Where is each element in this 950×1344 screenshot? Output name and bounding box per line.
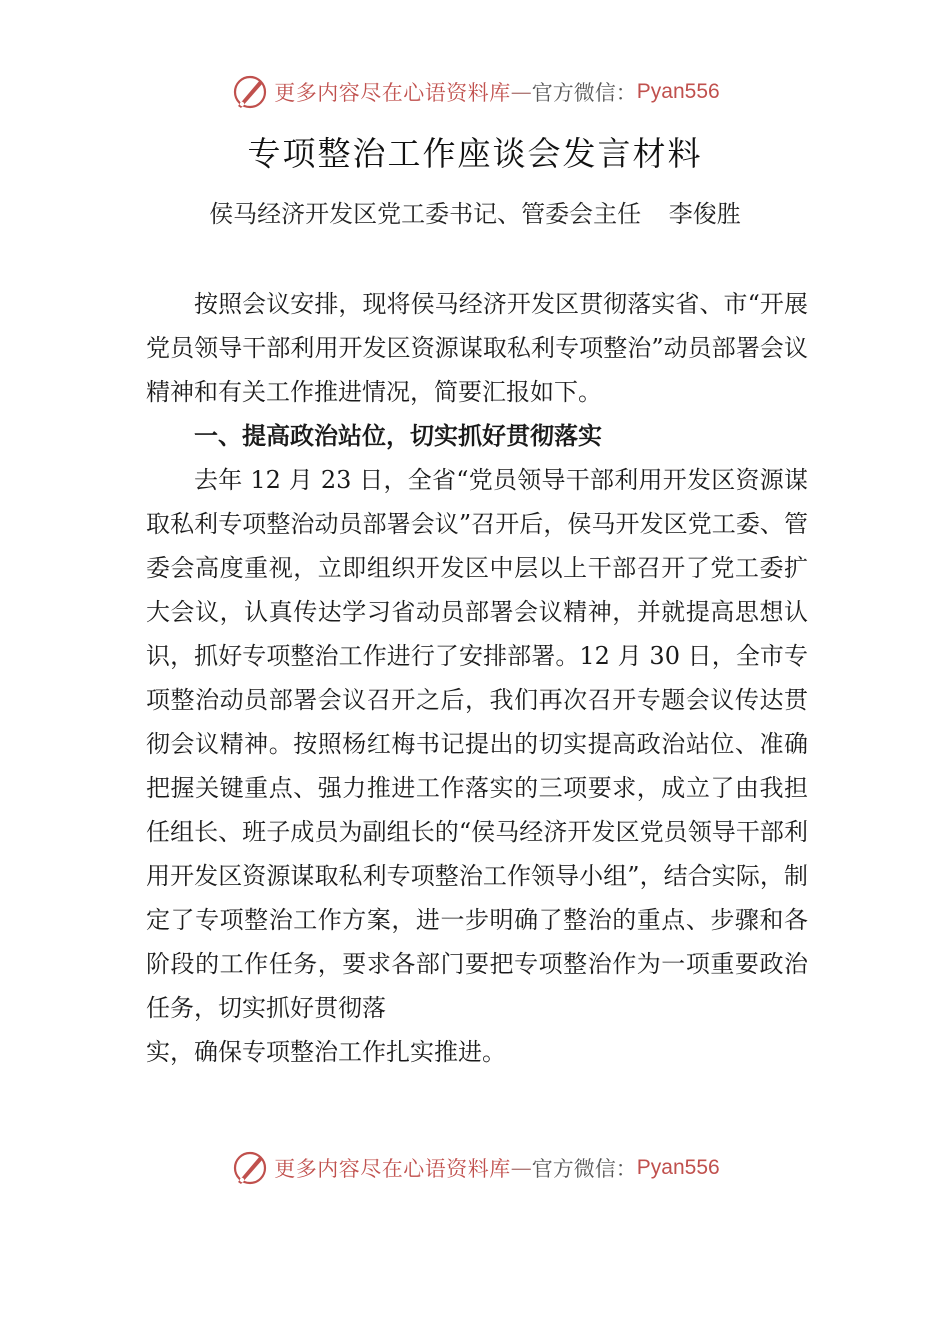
banner-wechat-id: Pyan556 bbox=[636, 80, 720, 103]
banner-wechat-label: 官方微信： bbox=[531, 1157, 637, 1181]
section-paragraph-tail: 实，确保专项整治工作扎实推进。 bbox=[146, 1038, 506, 1066]
banner-text: 更多内容尽在心语资料库 bbox=[274, 1157, 511, 1181]
section-heading: 一、提高政治站位，切实抓好贯彻落实 bbox=[194, 422, 602, 450]
section-paragraph: 去年 12 月 23 日，全省“党员领导干部利用开发区资源谋取私利专项整治动员部署会议”召开后，侯马开发区党工委、管委会高度重视，立即组织开发区中层以上干部召开了党工委扩大会议，认真传达学习省动员部署会议精神，并就提高思想认识，抓好专项整治工作进行了安排部署。12 月 30 日，全市专项整治动员部署会议召开之后，我们再次召开专题会议传达贯彻会议精神。按照杨红梅书记提出的切实提高政治站位、准确把握关键重点、强力推进工作落实的三项要求，成立了由我担任组长、班子成员为副组长的“侯马经济开发区党员领导干部利用开发区资源谋取私利专项整治工作领导小组”，结合实际，制定了专项整治工作方案，进一步明确了整治的重点、步骤和各阶段的工作任务，要求各部门要把专项整治作为一项重要政治任务，切实抓好贯彻落 bbox=[146, 466, 808, 1022]
page-title: 专项整治工作座谈会发言材料 bbox=[247, 134, 703, 173]
banner-wechat-label: 官方微信： bbox=[531, 81, 637, 105]
author-byline: 侯马经济开发区党工委书记、管委会主任 李俊胜 bbox=[209, 200, 741, 228]
fountain-pen-logo-icon bbox=[230, 72, 270, 112]
banner-text: 更多内容尽在心语资料库 bbox=[274, 81, 511, 105]
banner-wechat-id: Pyan556 bbox=[636, 1156, 720, 1179]
banner-separator: — bbox=[510, 80, 532, 104]
document-body bbox=[146, 282, 808, 1074]
intro-paragraph: 按照会议安排，现将侯马经济开发区贯彻落实省、市“开展党员领导干部利用开发区资源谋取私利专项整治”动员部署会议精神和有关工作推进情况，简要汇报如下。 bbox=[146, 290, 808, 406]
fountain-pen-logo-icon bbox=[230, 1148, 270, 1188]
banner-separator: — bbox=[510, 1156, 532, 1180]
footer-watermark-banner bbox=[0, 1146, 950, 1190]
header-watermark-banner bbox=[0, 70, 950, 114]
